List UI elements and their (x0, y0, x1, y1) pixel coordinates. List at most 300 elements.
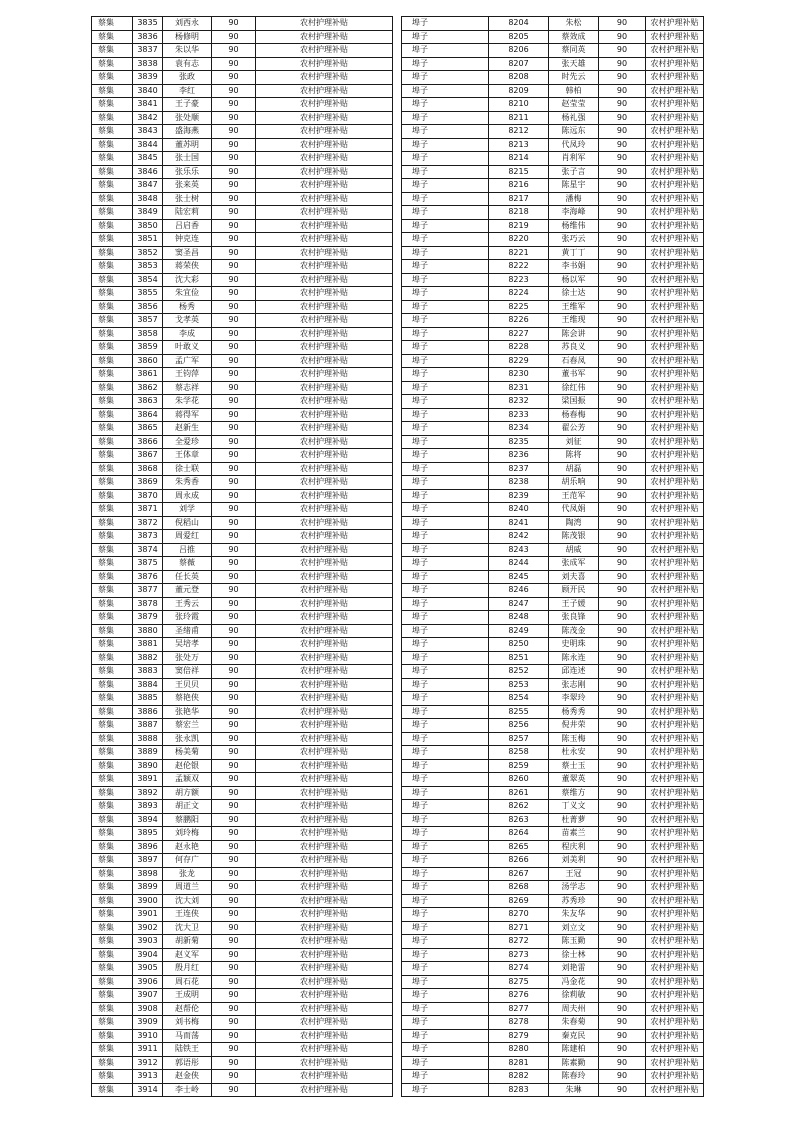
category-cell: 农村护理补贴 (646, 489, 704, 503)
amount-cell: 90 (599, 543, 646, 557)
person-name-cell: 杜永安 (549, 746, 599, 760)
village-cell: 蔡集 (92, 395, 133, 409)
amount-cell: 90 (212, 314, 256, 328)
village-cell: 蔡集 (92, 273, 133, 287)
person-name-cell: 李书娟 (549, 260, 599, 274)
village-cell: 蔡集 (92, 746, 133, 760)
village-cell: 埠子 (402, 746, 489, 760)
village-cell: 埠子 (402, 800, 489, 814)
person-name-cell: 代凤娟 (549, 503, 599, 517)
village-cell: 埠子 (402, 719, 489, 733)
person-name-cell: 朱秀香 (163, 476, 212, 490)
village-cell: 蔡集 (92, 665, 133, 679)
serial-number-cell: 8255 (489, 705, 549, 719)
serial-number-cell: 8264 (489, 827, 549, 841)
village-cell: 蔡集 (92, 422, 133, 436)
table-row (92, 921, 393, 935)
amount-cell: 90 (599, 611, 646, 625)
serial-number-cell: 8224 (489, 287, 549, 301)
person-name-cell: 戈孝英 (163, 314, 212, 328)
serial-number-cell: 3877 (133, 584, 163, 598)
serial-number-cell: 8221 (489, 246, 549, 260)
category-cell: 农村护理补贴 (646, 894, 704, 908)
amount-cell: 90 (212, 948, 256, 962)
serial-number-cell: 3882 (133, 651, 163, 665)
category-cell: 农村护理补贴 (256, 935, 393, 949)
amount-cell: 90 (212, 1043, 256, 1057)
village-cell: 埠子 (402, 300, 489, 314)
category-cell: 农村护理补贴 (646, 746, 704, 760)
category-cell: 农村护理补贴 (256, 435, 393, 449)
category-cell: 农村护理补贴 (646, 246, 704, 260)
person-name-cell: 胡威 (549, 543, 599, 557)
village-cell: 蔡集 (92, 543, 133, 557)
table-row (92, 881, 393, 895)
category-cell: 农村护理补贴 (646, 233, 704, 247)
village-cell: 蔡集 (92, 435, 133, 449)
table-row (92, 314, 393, 328)
table-row (92, 179, 393, 193)
table-row (402, 84, 704, 98)
table-row (92, 516, 393, 530)
person-name-cell: 王连侠 (163, 908, 212, 922)
category-cell: 农村护理补贴 (646, 354, 704, 368)
serial-number-cell: 3855 (133, 287, 163, 301)
person-name-cell: 苗素兰 (549, 827, 599, 841)
category-cell: 农村护理补贴 (646, 638, 704, 652)
person-name-cell: 蔡效成 (549, 30, 599, 44)
table-row (92, 584, 393, 598)
category-cell: 农村护理补贴 (256, 98, 393, 112)
amount-cell: 90 (599, 1016, 646, 1030)
table-row (92, 570, 393, 584)
village-cell: 蔡集 (92, 125, 133, 139)
category-cell: 农村护理补贴 (646, 179, 704, 193)
category-cell: 农村护理补贴 (256, 651, 393, 665)
village-cell: 埠子 (402, 975, 489, 989)
person-name-cell: 王子媛 (549, 597, 599, 611)
village-cell: 埠子 (402, 408, 489, 422)
amount-cell: 90 (599, 1043, 646, 1057)
person-name-cell: 刘书梅 (163, 1016, 212, 1030)
table-row (92, 678, 393, 692)
table-row (92, 948, 393, 962)
serial-number-cell: 8275 (489, 975, 549, 989)
category-cell: 农村护理补贴 (256, 989, 393, 1003)
person-name-cell: 刘西永 (163, 17, 212, 31)
village-cell: 埠子 (402, 935, 489, 949)
serial-number-cell: 3860 (133, 354, 163, 368)
table-row (92, 300, 393, 314)
serial-number-cell: 3862 (133, 381, 163, 395)
person-name-cell: 郭语彤 (163, 1056, 212, 1070)
table-row (402, 435, 704, 449)
serial-number-cell: 3891 (133, 773, 163, 787)
person-name-cell: 韩柏 (549, 84, 599, 98)
village-cell: 蔡集 (92, 71, 133, 85)
category-cell: 农村护理补贴 (646, 678, 704, 692)
serial-number-cell: 8271 (489, 921, 549, 935)
amount-cell: 90 (599, 314, 646, 328)
category-cell: 农村护理补贴 (256, 570, 393, 584)
serial-number-cell: 8248 (489, 611, 549, 625)
category-cell: 农村护理补贴 (256, 1016, 393, 1030)
village-cell: 埠子 (402, 1029, 489, 1043)
person-name-cell: 杨美菊 (163, 746, 212, 760)
table-row (402, 30, 704, 44)
village-cell: 埠子 (402, 503, 489, 517)
table-row (92, 908, 393, 922)
serial-number-cell: 8249 (489, 624, 549, 638)
amount-cell: 90 (212, 233, 256, 247)
table-row (402, 503, 704, 517)
village-cell: 埠子 (402, 543, 489, 557)
serial-number-cell: 3858 (133, 327, 163, 341)
table-row (402, 935, 704, 949)
serial-number-cell: 3863 (133, 395, 163, 409)
category-cell: 农村护理补贴 (256, 800, 393, 814)
amount-cell: 90 (599, 273, 646, 287)
serial-number-cell: 3911 (133, 1043, 163, 1057)
village-cell: 蔡集 (92, 30, 133, 44)
table-row (92, 165, 393, 179)
serial-number-cell: 3866 (133, 435, 163, 449)
table-row (92, 813, 393, 827)
village-cell: 埠子 (402, 125, 489, 139)
person-name-cell: 张志刚 (549, 678, 599, 692)
category-cell: 农村护理补贴 (646, 192, 704, 206)
table-row (402, 962, 704, 976)
serial-number-cell: 8279 (489, 1029, 549, 1043)
amount-cell: 90 (212, 665, 256, 679)
table-row (402, 530, 704, 544)
village-cell: 埠子 (402, 152, 489, 166)
person-name-cell: 徐莉敏 (549, 989, 599, 1003)
person-name-cell: 朱琳 (549, 1083, 599, 1097)
serial-number-cell: 8227 (489, 327, 549, 341)
serial-number-cell: 3887 (133, 719, 163, 733)
table-row (92, 1056, 393, 1070)
table-row (92, 530, 393, 544)
village-cell: 蔡集 (92, 57, 133, 71)
category-cell: 农村护理补贴 (646, 1083, 704, 1097)
category-cell: 农村护理补贴 (256, 489, 393, 503)
table-row (402, 489, 704, 503)
table-row (92, 57, 393, 71)
village-cell: 蔡集 (92, 138, 133, 152)
category-cell: 农村护理补贴 (256, 381, 393, 395)
village-cell: 蔡集 (92, 975, 133, 989)
village-cell: 埠子 (402, 989, 489, 1003)
category-cell: 农村护理补贴 (646, 840, 704, 854)
person-name-cell: 盛海燕 (163, 125, 212, 139)
amount-cell: 90 (599, 422, 646, 436)
amount-cell: 90 (599, 786, 646, 800)
person-name-cell: 李成 (163, 327, 212, 341)
person-name-cell: 张来英 (163, 179, 212, 193)
amount-cell: 90 (599, 165, 646, 179)
village-cell: 蔡集 (92, 219, 133, 233)
amount-cell: 90 (212, 989, 256, 1003)
table-row (402, 354, 704, 368)
amount-cell: 90 (599, 503, 646, 517)
serial-number-cell: 8266 (489, 854, 549, 868)
village-cell: 埠子 (402, 233, 489, 247)
person-name-cell: 徐士联 (163, 462, 212, 476)
person-name-cell: 王冠 (549, 867, 599, 881)
amount-cell: 90 (212, 179, 256, 193)
serial-number-cell: 3841 (133, 98, 163, 112)
serial-number-cell: 3853 (133, 260, 163, 274)
person-name-cell: 丁义文 (549, 800, 599, 814)
amount-cell: 90 (212, 530, 256, 544)
village-cell: 蔡集 (92, 962, 133, 976)
person-name-cell: 刘夫喜 (549, 570, 599, 584)
person-name-cell: 董书军 (549, 368, 599, 382)
amount-cell: 90 (212, 260, 256, 274)
table-row (402, 449, 704, 463)
serial-number-cell: 3839 (133, 71, 163, 85)
category-cell: 农村护理补贴 (256, 827, 393, 841)
amount-cell: 90 (212, 327, 256, 341)
person-name-cell: 刘艳雷 (549, 962, 599, 976)
person-name-cell: 苏秀珍 (549, 894, 599, 908)
category-cell: 农村护理补贴 (646, 692, 704, 706)
category-cell: 农村护理补贴 (256, 84, 393, 98)
serial-number-cell: 8233 (489, 408, 549, 422)
serial-number-cell: 3892 (133, 786, 163, 800)
table-row (92, 1016, 393, 1030)
serial-number-cell: 8210 (489, 98, 549, 112)
village-cell: 埠子 (402, 44, 489, 58)
person-name-cell: 陈玉梅 (549, 732, 599, 746)
category-cell: 农村护理补贴 (256, 30, 393, 44)
person-name-cell: 窦圣昌 (163, 246, 212, 260)
category-cell: 农村护理补贴 (646, 1016, 704, 1030)
category-cell: 农村护理补贴 (256, 975, 393, 989)
village-cell: 蔡集 (92, 503, 133, 517)
village-cell: 蔡集 (92, 867, 133, 881)
category-cell: 农村护理补贴 (256, 179, 393, 193)
serial-number-cell: 3897 (133, 854, 163, 868)
table-row (402, 705, 704, 719)
table-row (402, 98, 704, 112)
village-cell: 埠子 (402, 287, 489, 301)
serial-number-cell: 3912 (133, 1056, 163, 1070)
serial-number-cell: 8263 (489, 813, 549, 827)
category-cell: 农村护理补贴 (646, 989, 704, 1003)
village-cell: 蔡集 (92, 1002, 133, 1016)
serial-number-cell: 3908 (133, 1002, 163, 1016)
category-cell: 农村护理补贴 (256, 422, 393, 436)
serial-number-cell: 3854 (133, 273, 163, 287)
category-cell: 农村护理补贴 (646, 1056, 704, 1070)
serial-number-cell: 3909 (133, 1016, 163, 1030)
amount-cell: 90 (212, 908, 256, 922)
serial-number-cell: 8282 (489, 1070, 549, 1084)
village-cell: 蔡集 (92, 908, 133, 922)
table-row (92, 1083, 393, 1097)
table-row (92, 1043, 393, 1057)
amount-cell: 90 (599, 759, 646, 773)
village-cell: 蔡集 (92, 489, 133, 503)
table-row (92, 746, 393, 760)
serial-number-cell: 3864 (133, 408, 163, 422)
serial-number-cell: 8209 (489, 84, 549, 98)
person-name-cell: 殷月红 (163, 962, 212, 976)
amount-cell: 90 (212, 449, 256, 463)
amount-cell: 90 (599, 719, 646, 733)
person-name-cell: 刘玲梅 (163, 827, 212, 841)
village-cell: 埠子 (402, 1043, 489, 1057)
table-row (402, 989, 704, 1003)
person-name-cell: 赵莹莹 (549, 98, 599, 112)
table-row (402, 111, 704, 125)
category-cell: 农村护理补贴 (646, 408, 704, 422)
amount-cell: 90 (212, 800, 256, 814)
table-row (402, 368, 704, 382)
village-cell: 埠子 (402, 260, 489, 274)
serial-number-cell: 3880 (133, 624, 163, 638)
amount-cell: 90 (212, 867, 256, 881)
serial-number-cell: 3895 (133, 827, 163, 841)
serial-number-cell: 8276 (489, 989, 549, 1003)
village-cell: 埠子 (402, 638, 489, 652)
village-cell: 埠子 (402, 435, 489, 449)
serial-number-cell: 8220 (489, 233, 549, 247)
village-cell: 蔡集 (92, 651, 133, 665)
amount-cell: 90 (212, 732, 256, 746)
category-cell: 农村护理补贴 (256, 516, 393, 530)
person-name-cell: 沈大刘 (163, 894, 212, 908)
amount-cell: 90 (599, 449, 646, 463)
village-cell: 蔡集 (92, 300, 133, 314)
category-cell: 农村护理补贴 (256, 719, 393, 733)
category-cell: 农村护理补贴 (256, 948, 393, 962)
serial-number-cell: 3867 (133, 449, 163, 463)
serial-number-cell: 8234 (489, 422, 549, 436)
table-row (92, 989, 393, 1003)
amount-cell: 90 (599, 1002, 646, 1016)
village-cell: 蔡集 (92, 84, 133, 98)
serial-number-cell: 3883 (133, 665, 163, 679)
person-name-cell: 沈大卫 (163, 921, 212, 935)
amount-cell: 90 (599, 125, 646, 139)
amount-cell: 90 (212, 921, 256, 935)
category-cell: 农村护理补贴 (646, 449, 704, 463)
right-roster-body (402, 17, 704, 1097)
village-cell: 埠子 (402, 962, 489, 976)
person-name-cell: 陈素勤 (549, 1056, 599, 1070)
serial-number-cell: 8268 (489, 881, 549, 895)
amount-cell: 90 (599, 570, 646, 584)
table-row (402, 57, 704, 71)
category-cell: 农村护理补贴 (646, 948, 704, 962)
person-name-cell: 陈茂金 (549, 624, 599, 638)
category-cell: 农村护理补贴 (256, 219, 393, 233)
village-cell: 埠子 (402, 624, 489, 638)
category-cell: 农村护理补贴 (256, 17, 393, 31)
village-cell: 埠子 (402, 476, 489, 490)
table-row (402, 773, 704, 787)
amount-cell: 90 (212, 422, 256, 436)
person-name-cell: 钟克连 (163, 233, 212, 247)
amount-cell: 90 (212, 165, 256, 179)
table-row (92, 611, 393, 625)
table-row (402, 192, 704, 206)
table-row (402, 813, 704, 827)
amount-cell: 90 (599, 894, 646, 908)
person-name-cell: 顾开民 (549, 584, 599, 598)
category-cell: 农村护理补贴 (256, 908, 393, 922)
serial-number-cell: 8269 (489, 894, 549, 908)
village-cell: 蔡集 (92, 165, 133, 179)
village-cell: 蔡集 (92, 786, 133, 800)
table-row (92, 786, 393, 800)
serial-number-cell: 3910 (133, 1029, 163, 1043)
person-name-cell: 石春凤 (549, 354, 599, 368)
category-cell: 农村护理补贴 (256, 476, 393, 490)
table-row (92, 665, 393, 679)
serial-number-cell: 8217 (489, 192, 549, 206)
serial-number-cell: 8244 (489, 557, 549, 571)
amount-cell: 90 (212, 597, 256, 611)
amount-cell: 90 (599, 17, 646, 31)
village-cell: 埠子 (402, 368, 489, 382)
category-cell: 农村护理补贴 (646, 854, 704, 868)
category-cell: 农村护理补贴 (256, 557, 393, 571)
village-cell: 埠子 (402, 854, 489, 868)
village-cell: 埠子 (402, 57, 489, 71)
amount-cell: 90 (212, 611, 256, 625)
amount-cell: 90 (599, 935, 646, 949)
category-cell: 农村护理补贴 (646, 543, 704, 557)
village-cell: 埠子 (402, 98, 489, 112)
person-name-cell: 董元登 (163, 584, 212, 598)
serial-number-cell: 3859 (133, 341, 163, 355)
amount-cell: 90 (599, 678, 646, 692)
village-cell: 埠子 (402, 921, 489, 935)
table-row (92, 368, 393, 382)
table-row (402, 327, 704, 341)
category-cell: 农村护理补贴 (256, 597, 393, 611)
serial-number-cell: 8205 (489, 30, 549, 44)
village-cell: 蔡集 (92, 111, 133, 125)
village-cell: 埠子 (402, 894, 489, 908)
table-row (92, 543, 393, 557)
amount-cell: 90 (212, 219, 256, 233)
person-name-cell: 张子言 (549, 165, 599, 179)
person-name-cell: 赵义军 (163, 948, 212, 962)
category-cell: 农村护理补贴 (256, 368, 393, 382)
amount-cell: 90 (599, 584, 646, 598)
person-name-cell: 胡新菊 (163, 935, 212, 949)
serial-number-cell: 3898 (133, 867, 163, 881)
serial-number-cell: 8277 (489, 1002, 549, 1016)
person-name-cell: 史明珠 (549, 638, 599, 652)
category-cell: 农村护理补贴 (646, 30, 704, 44)
amount-cell: 90 (599, 665, 646, 679)
village-cell: 埠子 (402, 1016, 489, 1030)
table-row (92, 138, 393, 152)
village-cell: 埠子 (402, 17, 489, 31)
category-cell: 农村护理补贴 (646, 165, 704, 179)
category-cell: 农村护理补贴 (646, 719, 704, 733)
serial-number-cell: 3872 (133, 516, 163, 530)
category-cell: 农村护理补贴 (256, 1083, 393, 1097)
serial-number-cell: 3848 (133, 192, 163, 206)
person-name-cell: 陈星宇 (549, 179, 599, 193)
